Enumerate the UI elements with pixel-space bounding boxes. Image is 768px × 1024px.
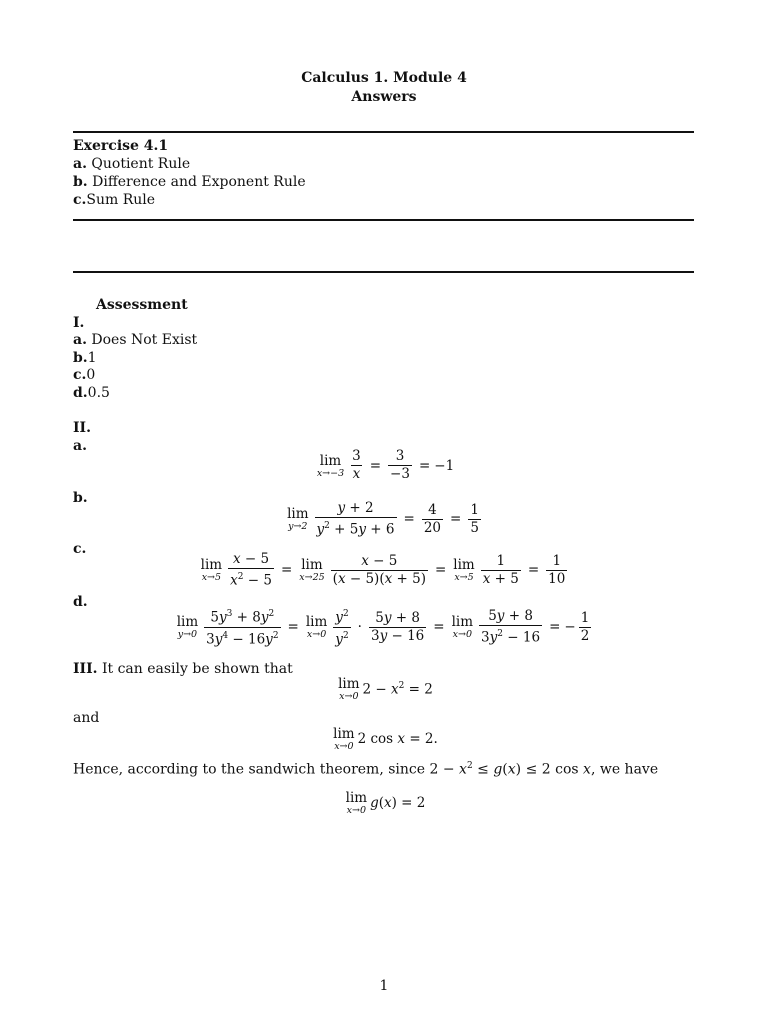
item-label: b. bbox=[73, 174, 88, 190]
part3-hence: Hence, according to the sandwich theorem, since $2 - x^2 \le g(x) \le 2$ cos x, we have bbox=[73, 761, 659, 778]
part2-item-c-label: c. bbox=[73, 541, 87, 557]
assessment-heading: Assessment bbox=[96, 297, 188, 313]
part1-item-c bbox=[73, 367, 95, 383]
item-label: b. bbox=[73, 350, 88, 366]
item-text: 0 bbox=[86, 367, 96, 383]
item-text: Quotient Rule bbox=[86, 156, 191, 172]
equation-d: lim y→0 $\frac{5y^3 + 8y^2}{3y^4 - 16y^2}$ = lim x→0 $\frac{y^2}{y^2}$ · $\frac{5y + 8}{3y - 16}$ = lim x→0 $\frac{5y + 8}{3y^2 - 16}$ = − $\frac{1}{2}$ bbox=[176, 607, 590, 647]
equation-c: lim x→5 $\frac{x - 5}{x^2 - 5}$ = lim x→25 $\frac{x - 5}{(x - 5)(x + 5)}$ = lim x→5 $\frac{1}{x + 5}$ = $\frac{1}{10}$ bbox=[200, 551, 566, 589]
hence-text-1: Hence, according to the sandwich theorem, since 2 − bbox=[73, 761, 460, 778]
equation-b: lim y→2 $\frac{y + 2}{y^2 + 5y + 6}$ = $\frac{4}{20}$ = $\frac{1}{5}$ bbox=[287, 500, 479, 538]
exercise-heading: Exercise 4.1 bbox=[73, 138, 169, 154]
item-text: Does Not Exist bbox=[86, 332, 198, 348]
exercise-item-b bbox=[73, 174, 306, 190]
equation-iii-3: lim x→0 g(x) = 2 bbox=[345, 790, 426, 816]
part1-item-a bbox=[73, 332, 197, 348]
top-rule bbox=[73, 131, 694, 133]
part2-label: II. bbox=[73, 420, 91, 436]
exercise-item-c bbox=[73, 192, 155, 208]
part1-item-d bbox=[73, 385, 110, 401]
part3-and: and bbox=[73, 710, 100, 726]
part3-intro-text: It can easily be shown that bbox=[97, 661, 293, 677]
section-rule bbox=[73, 271, 694, 273]
item-label: d. bbox=[73, 385, 88, 401]
item-text: 1 bbox=[87, 350, 97, 366]
item-label: c. bbox=[73, 367, 87, 383]
part2-item-a-label: a. bbox=[73, 438, 87, 454]
part3-intro bbox=[73, 661, 293, 677]
part2-item-d-label: d. bbox=[73, 594, 88, 610]
item-text: Difference and Exponent Rule bbox=[87, 174, 306, 190]
part1-label: I. bbox=[73, 315, 85, 331]
item-label: a. bbox=[73, 332, 87, 348]
part3-label: III. bbox=[73, 661, 98, 677]
exercise-item-a bbox=[73, 156, 190, 172]
equation-iii-2: lim x→0 2 cos x = 2. bbox=[333, 726, 438, 752]
page-number: 1 bbox=[379, 978, 389, 994]
item-text: 0.5 bbox=[87, 385, 110, 401]
item-label: c. bbox=[73, 192, 87, 208]
hence-text-2: ≤ bbox=[472, 761, 494, 778]
page-title: Calculus 1. Module 4 bbox=[301, 70, 467, 86]
item-text: Sum Rule bbox=[86, 192, 156, 208]
page-subtitle: Answers bbox=[351, 89, 417, 105]
middle-rule bbox=[73, 219, 694, 221]
part1-item-b bbox=[73, 350, 97, 366]
part2-item-b-label: b. bbox=[73, 490, 88, 506]
hence-text-4: , we have bbox=[590, 761, 659, 778]
equation-iii-1: lim x→0 $2 - x^2 = 2$ bbox=[338, 676, 433, 702]
hence-text-3: ≤ 2 cos bbox=[521, 761, 584, 778]
equation-a: lim x→−3 $\frac{3}{x}$ = $\frac{3}{-3}$ = −1 bbox=[316, 448, 455, 482]
item-label: a. bbox=[73, 156, 87, 172]
